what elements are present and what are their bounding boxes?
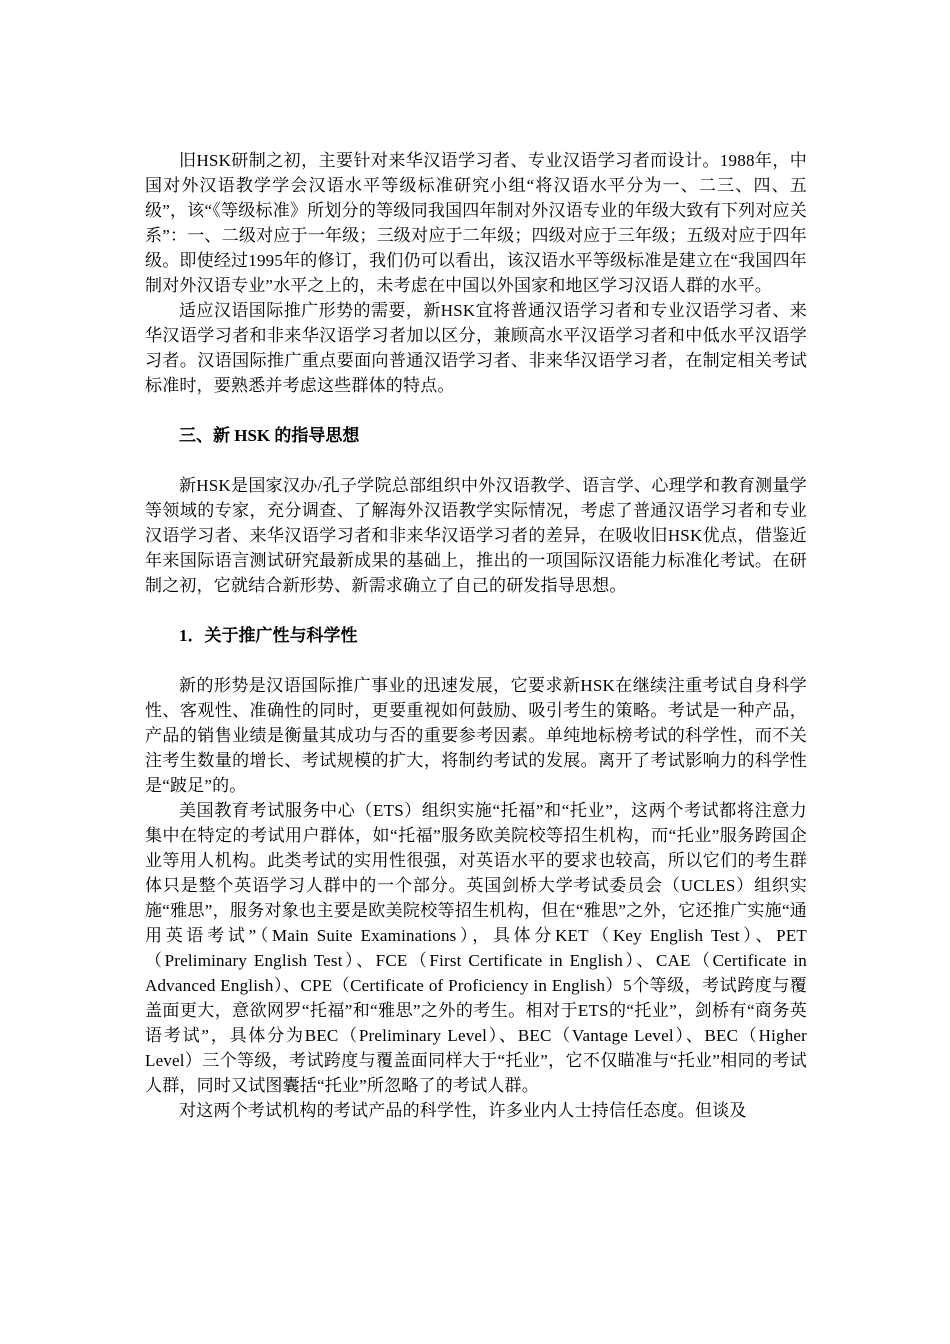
spacer (145, 648, 807, 673)
spacer (145, 448, 807, 473)
paragraph-scientific-trust: 对这两个考试机构的考试产品的科学性，许多业内人士持信任态度。但谈及 (179, 1101, 747, 1120)
paragraph-new-hsk-learner-groups: 适应汉语国际推广形势的需要，新HSK宜将普通汉语学习者和专业汉语学习者、来华汉语学习者和非来华汉语学习者加以区分，兼顾高水平汉语学习者和中低水平汉语学习者。汉语国际推广重点要面向普通汉语学习者、非来华汉语学习者，在制定相关考试标准时，要熟悉并考虑这些群体的特点。 (145, 301, 807, 395)
paragraph-ets-ucles-comparison: 美国教育考试服务中心（ETS）组织实施“托福”和“托业”，这两个考试都将注意力集中在特定的考试用户群体，如“托福”服务欧美院校等招生机构，而“托业”服务跨国企业等用人机构。此类考试的实用性很强，对英语水平的要求也较高，所以它们的考生群体只是整个英语学习人群中的一个部分。英国剑桥大学考试委员会（UCLES）组织实施“雅思”，服务对象也主要是欧美院校等招生机构，但在“雅思”之外，它还推广实施“通用英语考试”（Main Suite Examinations），具体分KET（Key English Test）、PET（Preliminary English Test）、FCE（First Certificate in English）、CAE（Certificate in Advanced English）、CPE（Certificate of Proficiency in English）5个等级，考试跨度与覆盖面更大，意欲网罗“托福”和“雅思”之外的考生。相对于ETS的“托业”，剑桥有“商务英语考试”，具体分为BEC（Preliminary Level）、BEC（Vantage Level）、BEC（Higher Level）三个等级，考试跨度与覆盖面同样大于“托业”，它不仅瞄准与“托业”相同的考试人群，同时又试图囊括“托业”所忽略了的考试人群。 (145, 801, 807, 1095)
section3-heading: 三、新 HSK 的指导思想 (179, 426, 360, 445)
spacer (145, 598, 807, 623)
paragraph-promotion-vs-science: 新的形势是汉语国际推广事业的迅速发展，它要求新HSK在继续注重考试自身科学性、客观性、准确性的同时，更要重视如何鼓励、吸引考生的策略。考试是一种产品，产品的销售业绩是衡量其成功与否的重要参考因素。单纯地标榜考试的科学性，而不关注考生数量的增长、考试规模的扩大，将制约考试的发展。离开了考试影响力的科学性是“跛足”的。 (145, 676, 807, 795)
paragraph-old-hsk-design: 旧HSK研制之初，主要针对来华汉语学习者、专业汉语学习者而设计。1988年，中国对外汉语教学学会汉语水平等级标准研究小组“将汉语水平分为一、二三、四、五级”，该“《等级标准》所划分的等级同我国四年制对外汉语专业的年级大致有下列对应关系”：一、二级对应于一年级；三级对应于二年级；四级对应于三年级；五级对应于四年级。即使经过1995年的修订，我们仍可以看出，该汉语水平等级标准是建立在“我国四年制对外汉语专业”水平之上的，未考虑在中国以外国家和地区学习汉语人群的水平。 (145, 151, 807, 295)
spacer (145, 398, 807, 423)
paragraph-section3-intro: 新HSK是国家汉办/孔子学院总部组织中外汉语教学、语言学、心理学和教育测量学等领域的专家，充分调查、了解海外汉语教学实际情况，考虑了普通汉语学习者和专业汉语学习者、来华汉语学习者和非来华汉语学习者的差异，在吸收旧HSK优点，借鉴近年来国际语言测试研究最新成果的基础上，推出的一项国际汉语能力标准化考试。在研制之初，它就结合新形势、新需求确立了自己的研发指导思想。 (145, 476, 807, 595)
subsection1-heading: 1．关于推广性与科学性 (179, 626, 358, 645)
document-page (145, 148, 807, 1123)
